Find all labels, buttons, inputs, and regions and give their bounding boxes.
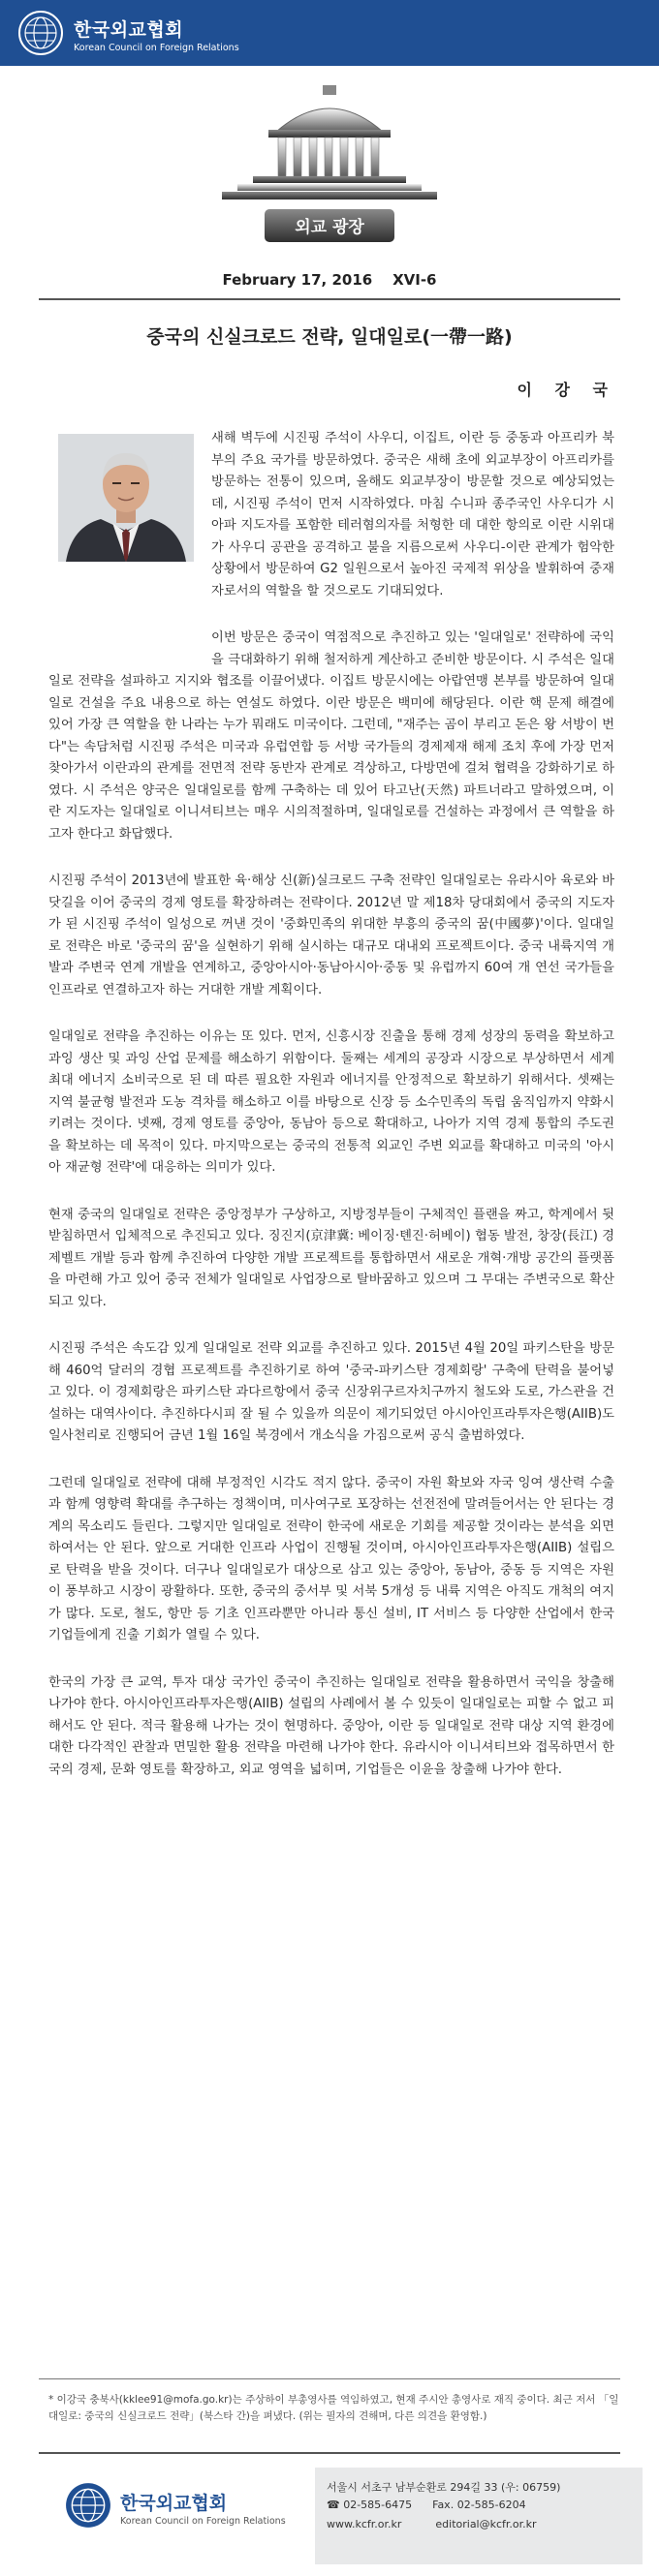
kcfr-emblem-icon [17, 10, 64, 56]
article-paragraph: 그런데 일대일로 전략에 대해 부정적인 시각도 적지 않다. 중국이 자원 확보와 자국 잉여 생산력 수출과 함께 영향력 확대를 추구하는 정책이며, 미사여구로 포장하는 선전전에 말려들어서는 안 된다는 경계의 목소리도 들린다. 그렇지만 일대일로 전략이 한국에 새로운 기회를 제공할 것이라는 분석을 외면하여서는 안 된다. 앞으로 거대한 인프라 사업이 진행될 것이며, 아시아인프라투자은행(AIIB) 설립으로 탄력을 받을 것이다. 더구나 일대일로가 대상으로 삼고 있는 중앙아, 동남아, 중동 등 지역은 자원이 풍부하고 시장이 광활하다. 또한, 중국의 중서부 및 서북 5개성 등 내륙 지역은 아직도 개척의 여지가 많다. 도로, 철도, 항만 등 기초 인프라뿐만 아니라 통신 설비, IT 서비스 등 다양한 산업에서 한국 기업들에게 진출 기회가 열릴 수 있다. [48, 1475, 614, 1642]
footer-contact-box [315, 2468, 643, 2564]
header-bar [0, 0, 659, 66]
footer-website-link[interactable]: www.kcfr.or.kr [327, 2518, 402, 2530]
footnote-divider [39, 2378, 620, 2379]
article-paragraph: 시진핑 주석은 속도감 있게 일대일로 전략 외교를 추진하고 있다. 2015년 4월 20일 파키스탄을 방문해 460억 달러의 경협 프로젝트를 추진하기로 하여 '중국-파키스탄 경제회랑' 구축에 탄력을 불어넣고 있다. 이 경제회랑은 파키스탄 과다르항에서 중국 신장위구르자치구까지 철도와 도로, 가스관을 건설하는 대역사이다. 추진하다시피 잘 될 수 있을까 의문이 제기되었던 아시아인프라투자은행(AIIB)도 일사천리로 진행되어 금년 1월 16일 북경에서 개소식을 가짐으로써 공식 출범하였다. [48, 1341, 614, 1443]
footer-fax: 02-585-6204 [456, 2499, 526, 2511]
kcfr-emblem-icon [64, 2481, 112, 2530]
fax-label: Fax. [432, 2499, 455, 2511]
issue-date: February 17, 2016 [222, 271, 373, 289]
footer-email-link[interactable]: editorial@kcfr.or.kr [435, 2518, 537, 2530]
article-paragraph: 한국의 가장 큰 교역, 투자 대상 국가인 중국이 추진하는 일대일로 전략을 활용하면서 국익을 창출해 나가야 한다. 아시아인프라투자은행(AIIB) 설립의 사례에서 볼 수 있듯이 일대일로는 피할 수 없고 피해서도 안 된다. 적극 활용해 나가는 것이 현명하다. 중앙아, 이란 등 일대일로 전략 대상 지역 환경에 대한 다각적인 관찰과 면밀한 활용 전략을 마련해 나가야 한다. 유라시아 이니셔티브와 접목하면서 한국의 경제, 문화 영토를 확장하고, 외교 영역을 넓히며, 기업들은 이윤을 창출해 나가야 한다. [48, 1674, 614, 1777]
article-paragraph: 이번 방문은 중국이 역점적으로 추진하고 있는 '일대일로' 전략하에 국익을 극대화하기 위해 철저하게 계산하고 준비한 방문이다. 시 주석은 일대일로 전략을 설파하고 지지와 협조를 이끌어냈다. 이집트 방문시에는 아랍연맹 본부를 방문하여 일대일로 건설을 주요 내용으로 하는 연설도 하였다. 이란 방문은 백미에 해당된다. 이란 핵 문제 해결에 있어 가장 큰 역할을 한 나라는 누가 뭐래도 미국이다. 그런데, "재주는 곰이 부리고 돈은 왕 서방이 번다"는 속담처럼 시진핑 주석은 미국과 유럽연합 등 서방 국가들의 경제제재 해제 조치 후에 가장 먼저 찾아가서 이란과의 관계를 전면적 전략 동반자 관계로 격상하고, 다방면에 걸쳐 협력을 강화하기로 하였다. 시 주석은 양국은 일대일로를 함께 구축하는 데 있어 타고난(天然) 파트너라고 말하였으며, 이란 지도자는 일대일로 이니셔티브는 매우 시의적절하며, 일대일로를 건설하는 과정에서 큰 역할을 하고자 한다고 화답했다. [48, 630, 614, 842]
footer-org-name-en: Korean Council on Foreign Relations [120, 2516, 286, 2527]
author-footnote: * 이강국 충북사(kklee91@mofa.go.kr)는 주상하이 부총영사를 역임하였고, 현재 주시안 총영사로 재직 중이다. 최근 저서 「일대일로: 중국의 신실크로드 전략」(북스타 간)을 펴냈다. (위는 필자의 견해며, 다른 의견을 환영함.) [48, 2394, 619, 2422]
article-title: 중국의 신실크로드 전략, 일대일로(一帶一路) [146, 326, 513, 348]
phone-icon: ☎ [327, 2499, 340, 2511]
footer-address: 서울시 서초구 남부순환로 294길 33 (우: 06759) [327, 2481, 561, 2494]
article-paragraph: 시진핑 주석이 2013년에 발표한 육·해상 신(新)실크로드 구축 전략인 일대일로는 유라시아 육로와 바닷길을 이어 중국의 경제 영토를 확장하려는 전략이다. 2012년 말 제18차 당대회에서 중국의 지도자가 된 시진핑 주석이 일성으로 꺼낸 것이 '중화민족의 위대한 부흥의 중국의 꿈(中國夢)'이다. 일대일로 전략은 바로 '중국의 꿈'을 실현하기 위해 실시하는 대규모 대내외 프로젝트이다. 중국 내륙지역 개발과 주변국 연계 개발을 연계하고, 중앙아시아·동남아시아·중동 및 유럽까지 60여 개 연선 국가들을 인프라로 연결하고자 하는 거대한 개발 계획이다. [48, 874, 614, 997]
forum-banner-emblem [208, 81, 451, 256]
footer-org-name-kr: 한국외교협회 [120, 2493, 228, 2514]
footer-web-email [327, 2518, 537, 2530]
issue-date-line [0, 271, 659, 289]
footer-phone-fax [327, 2499, 526, 2511]
header-divider [39, 298, 620, 300]
article-body [48, 428, 614, 1806]
article-paragraph: 현재 중국의 일대일로 전략은 중앙정부가 구상하고, 지방정부들이 구체적인 플랜을 짜고, 학계에서 뒷받침하면서 입체적으로 추진되고 있다. 징진지(京津冀: 베이징·톈진·허베이) 협동 발전, 창장(長江) 경제벨트 개발 등과 함께 추진하여 다양한 개발 프로젝트를 통합하면서 새로운 개혁·개방 공간의 플랫폼을 마련해 가고 있어 중국 전체가 일대일로 사업장으로 탈바꿈하고 있으며 그 무대는 주변국으로 확산되고 있다. [48, 1207, 614, 1309]
footer-divider [39, 2452, 620, 2454]
banner-label: 외교 광장 [295, 218, 364, 237]
issue-volume: XVI-6 [392, 271, 437, 289]
article-author: 이 강 국 [517, 381, 616, 399]
footer-phone: 02-585-6475 [343, 2499, 413, 2511]
article-paragraph: 일대일로 전략을 추진하는 이유는 또 있다. 먼저, 신흥시장 진출을 통해 경제 성장의 동력을 확보하고 과잉 생산 및 과잉 산업 문제를 해소하기 위함이다. 둘째는 세계의 공장과 시장으로 부상하면서 세계 최대 에너지 소비국으로 된 데 따른 필요한 자원과 에너지를 안정적으로 확보하기 위해서다. 셋째는 지역 불균형 발전과 도농 격차를 해소하고 이를 바탕으로 신장 등 소수민족의 독립 움직임까지 약화시키려는 것이다. 넷째, 경제 영토를 중앙아, 동남아 등으로 확대하고, 나아가 지역 경제 통합의 주도권을 확보하는 데 목적이 있다. 마지막으로는 중국의 전통적 외교인 주변 외교를 확대하고 미국의 '아시아 재균형 전략'에 대응하는 의미가 있다. [48, 1029, 614, 1175]
article-paragraph: 새해 벽두에 시진핑 주석이 사우디, 이집트, 이란 등 중동과 아프리카 북부의 주요 국가를 방문하였다. 중국은 새해 초에 외교부장이 아프리카를 방문하는 전통이 있으며, 올해도 외교부장이 방문할 것으로 예상되었는데, 시진핑 주석이 먼저 시작하였다. 마침 수니파 종주국인 사우디가 시아파 지도자를 포함한 테러혐의자를 처형한 데 대한 항의로 이란 시위대가 사우디 공관을 공격하고 불을 지름으로써 사우디-이란 관계가 험악한 상황에서 방문하여 G2 일원으로서 높아진 국제적 위상을 발휘하여 중재자로서의 역할을 할 것으로도 기대되었다. [211, 431, 614, 598]
org-name-kr: 한국외교협회 [74, 19, 184, 41]
org-name-en: Korean Council on Foreign Relations [74, 43, 239, 53]
